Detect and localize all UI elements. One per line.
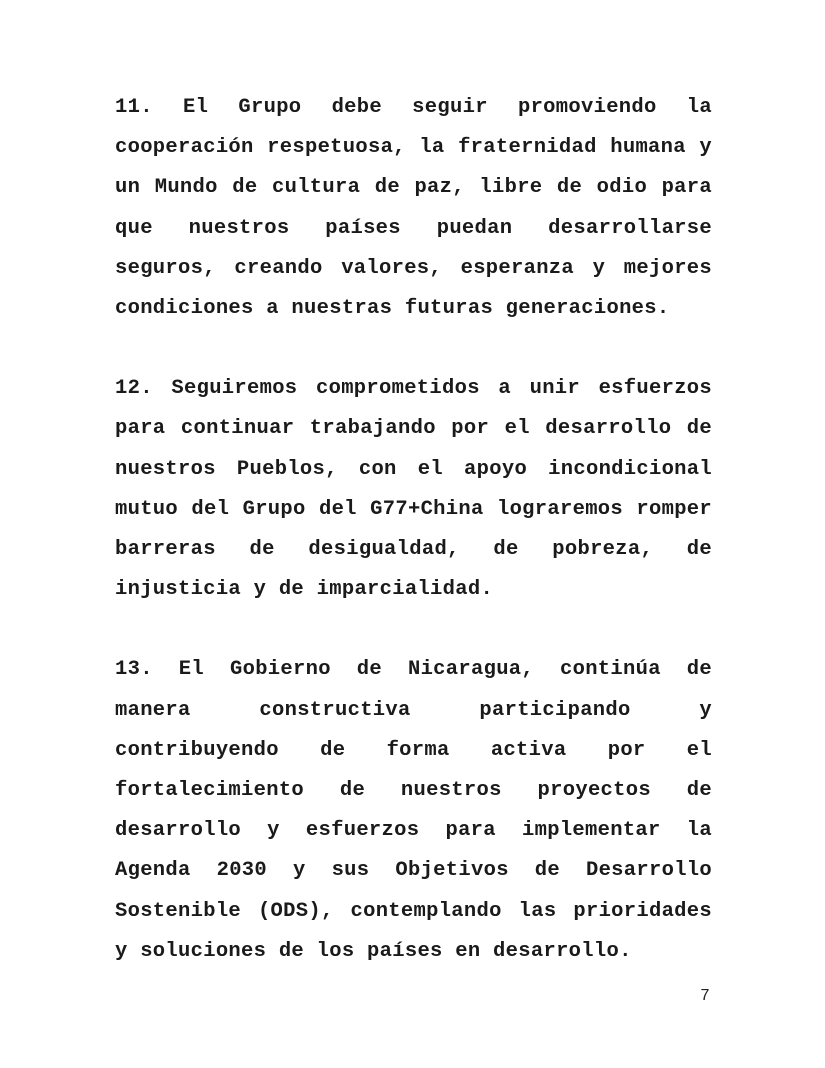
- document-body: [115, 88, 712, 1012]
- paragraph-12: 12. Seguiremos comprometidos a unir esfuerzos para continuar trabajando por el desarrollo de nuestros Pueblos, con el apoyo incondicional mutuo del Grupo del G77+China lograremos romper barreras de desigualdad, de pobreza, de injusticia y de imparcialidad.: [115, 377, 712, 602]
- page-number: 7: [700, 987, 710, 1004]
- paragraph-13: 13. El Gobierno de Nicaragua, continúa de manera constructiva participando y contribuyendo de forma activa por el fortalecimiento de nuestros proyectos de desarrollo y esfuerzos para implementar la Agenda 2030 y sus Objetivos de Desarrollo Sostenible (ODS), contemplando las prioridades y soluciones de los países en desarrollo.: [115, 658, 712, 963]
- paragraph-11: 11. El Grupo debe seguir promoviendo la cooperación respetuosa, la fraternidad humana y un Mundo de cultura de paz, libre de odio para que nuestros países puedan desarrollarse seguros, creando valores, esperanza y mejores condiciones a nuestras futuras generaciones.: [115, 96, 712, 321]
